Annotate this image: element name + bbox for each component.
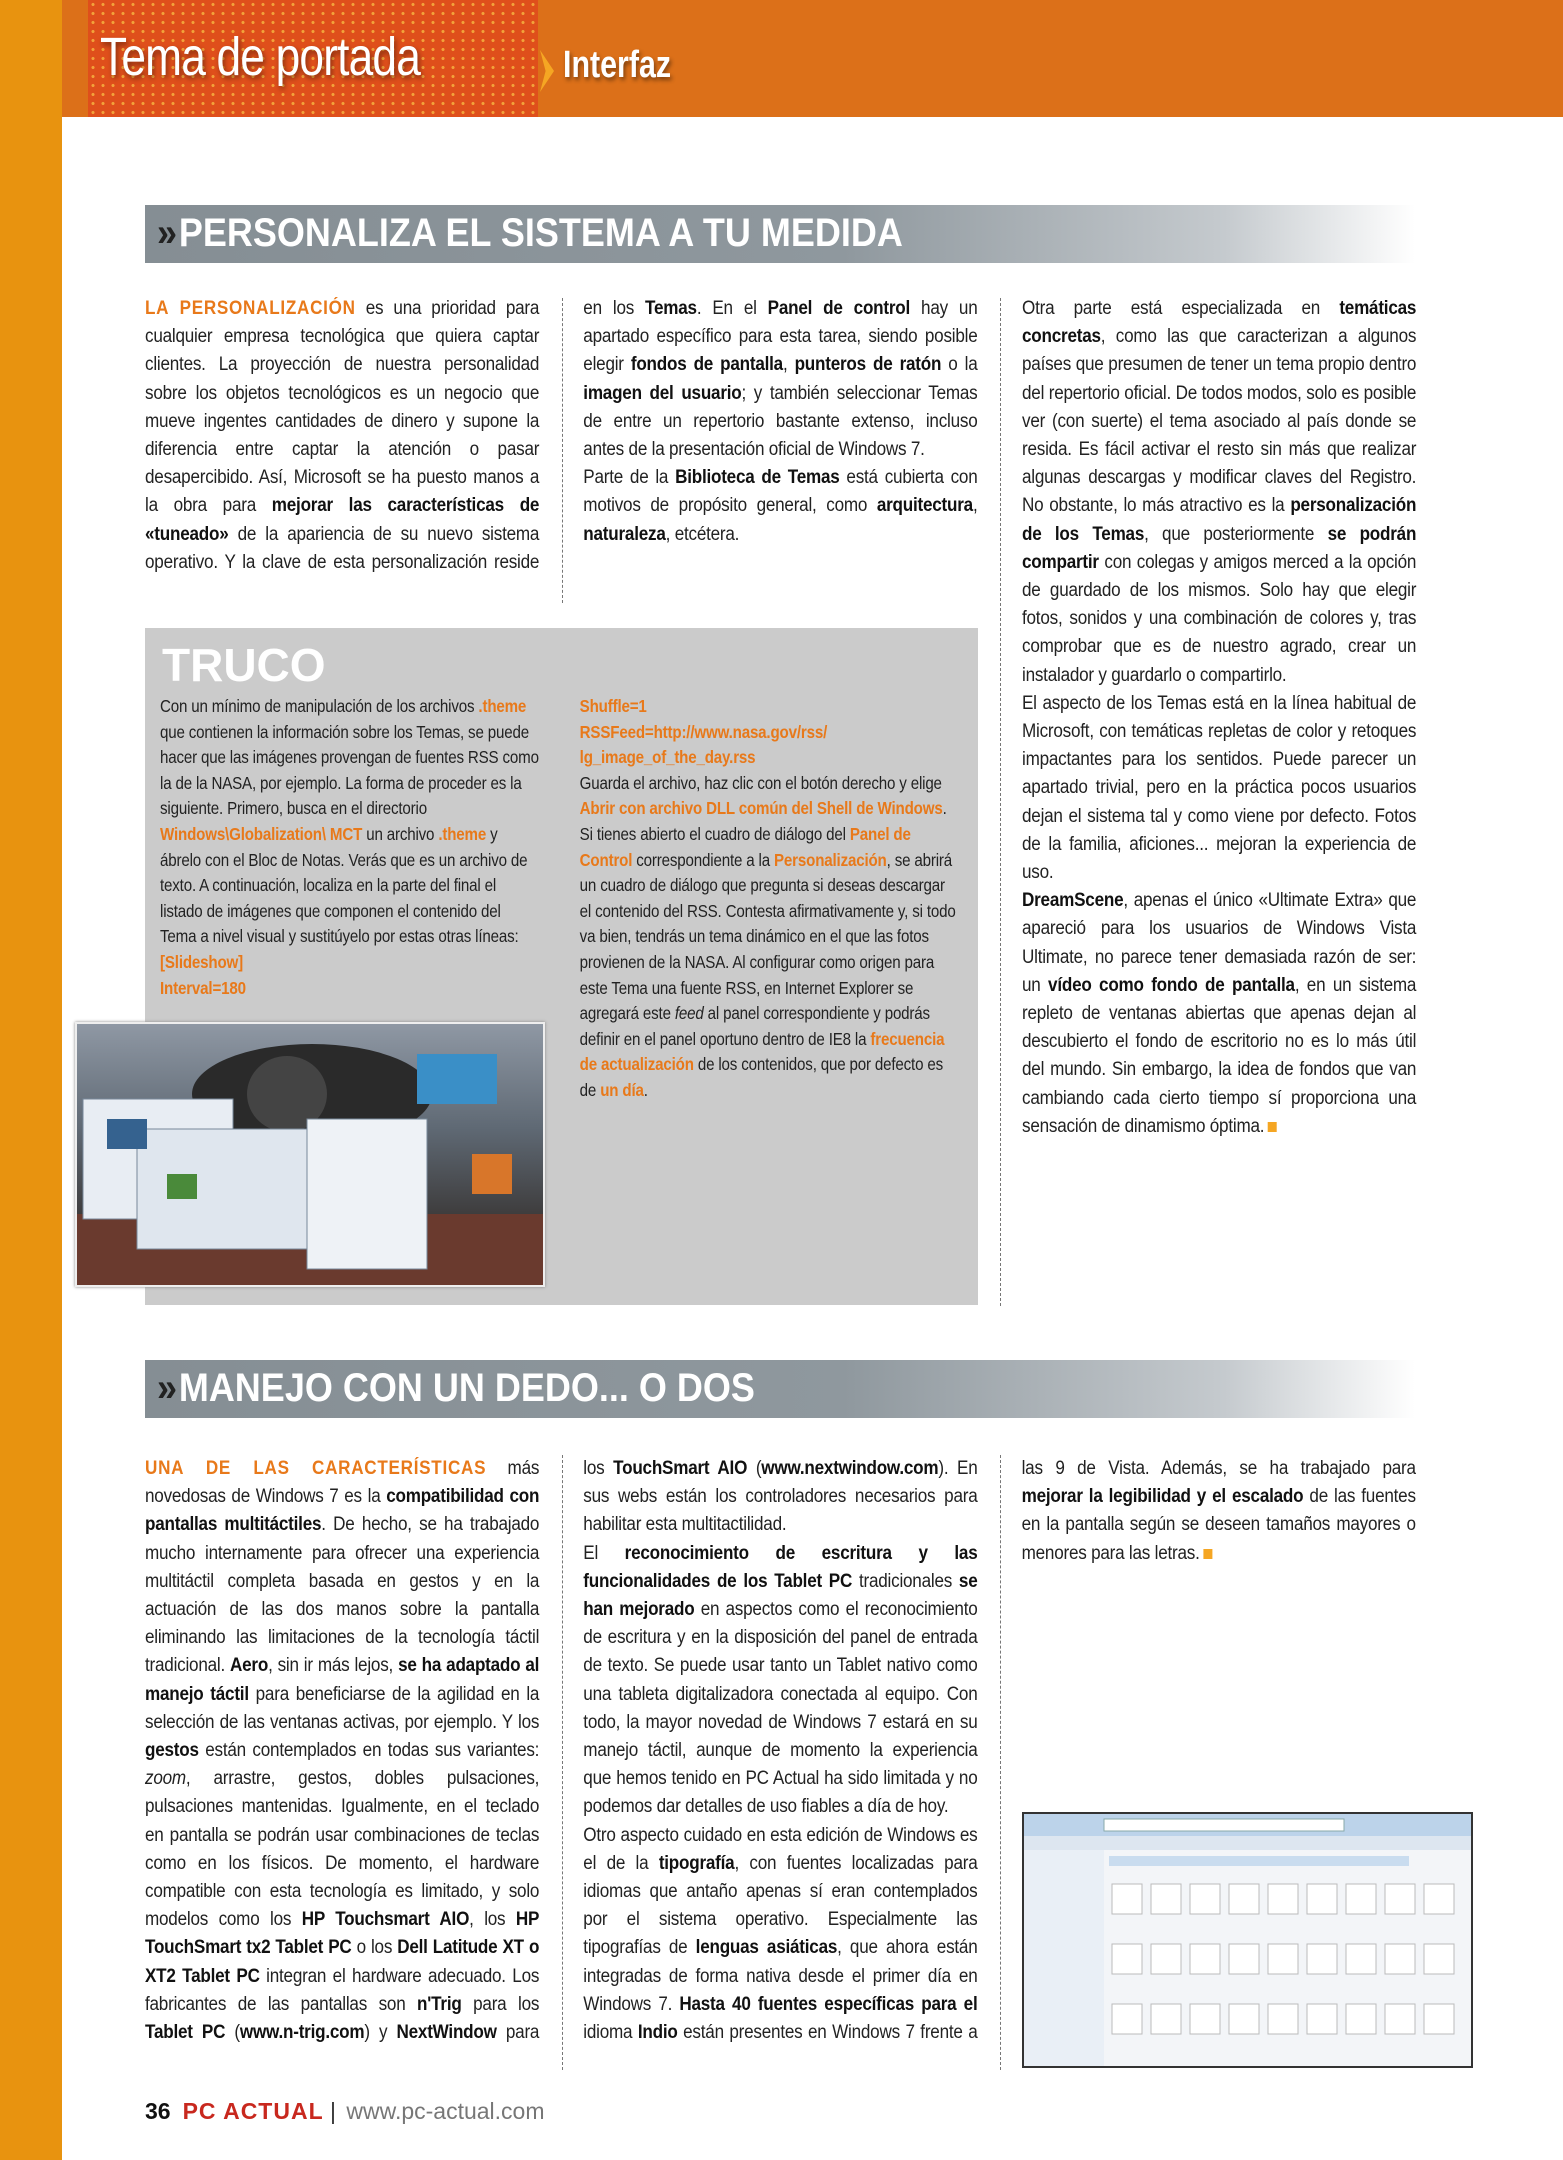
text-run: . De hecho, se ha trabajado mucho internamente para ofrecer una experiencia multitáctil completa basada en gestos y en la actuación de las dos manos sobre la pantalla eliminando las limitaciones de la tecnología táctil tradicional. <box>145 1514 540 1677</box>
font-tile <box>1190 1884 1220 1914</box>
text-run: lenguas asiáticas <box>695 1937 838 1959</box>
section-title: PERSONALIZA EL SISTEMA A TU MEDIDA <box>178 211 903 255</box>
text-run: compatibilidad con pantallas multitáctiles <box>145 1486 540 1536</box>
text-run: El aspecto de los Temas está en la línea habitual de Microsoft, con temáticas repletas de color y retoques impactantes para los sentidos. Puede parecer un apartado trivial, pero en la práctica pocos usuarios dejan el sistema tal y como viene por defecto. Fotos de la familia, aficiones... mejoran la experiencia de uso. <box>1022 692 1417 884</box>
text-run: es una prioridad para cualquier empresa tecnológica que quiera captar clientes. La proyección de nuestra personalidad sobre los objetos tecnológicos es un negocio que mueve ingentes cantidades de dinero y supone la diferencia entre captar la atención o pasar desapercibido. Así, Microsoft se ha puesto manos a la obra para <box>145 298 540 517</box>
font-tile <box>1190 2004 1220 2034</box>
text-run: para beneficiarse de la agilidad en la selección de las ventanas activas, por ejemplo. Y los <box>145 1683 540 1733</box>
font-tile <box>1424 1944 1454 1974</box>
text-run: vídeo como fondo de pantalla <box>1048 974 1295 996</box>
text-run: reconocimiento de escritura y las funcionalidades de los Tablet PC <box>583 1542 978 1592</box>
font-tile <box>1229 1884 1259 1914</box>
text-run: ) y <box>364 2022 397 2044</box>
text-run: . <box>643 1079 648 1100</box>
font-tile <box>1268 2004 1298 2034</box>
text-run: Aero <box>230 1655 269 1677</box>
text-run: Biblioteca de Temas <box>675 467 840 489</box>
font-tile <box>1346 1884 1376 1914</box>
font-tile <box>1346 2004 1376 2034</box>
text-run: Panel de control <box>767 298 911 319</box>
section-heading-personaliza <box>145 205 1415 263</box>
font-tile <box>1229 1944 1259 1974</box>
text-run: al panel correspondiente y podrás definir en el panel oportuno dentro de IE8 la <box>579 1003 930 1049</box>
font-tile <box>1151 1884 1181 1914</box>
text-run: idioma <box>583 2022 638 2044</box>
text-run: , con fuentes localizadas para idiomas que antaño apenas sí eran contemplados por el sistema operativo. Especialmente las tipografías de <box>583 1852 978 1959</box>
text-run: Dell Latitude XT o XT2 Tablet PC <box>145 1937 540 1987</box>
text-run: de la apariencia de su nuevo sistema operativo. Y la clave de esta personalización reside en los <box>145 298 646 573</box>
text-run: NextWindow <box>396 2022 497 2044</box>
text-run: y ábrelo con el Bloc de Notas. Verás que es un archivo de texto. A continuación, localiza en la parte del final el listado de imágenes que componen el contenido del Tema a nivel visual y sustitúyelo por estas otras líneas: <box>160 823 528 947</box>
paragraph <box>160 976 540 1002</box>
text-run: UNA DE LAS CARACTERÍSTICAS <box>145 1458 487 1479</box>
text-run: Windows\Globalization\ MCT <box>160 823 363 844</box>
text-run: para los <box>496 1458 614 2044</box>
section-title: MANEJO CON UN DEDO... O DOS <box>178 1366 755 1410</box>
text-run: de los contenidos, que por defecto es de <box>579 1054 944 1100</box>
text-run: www.nextwindow.com <box>761 1458 939 1479</box>
text-run: Otra parte está especializada en <box>1022 298 1340 319</box>
paragraph <box>580 771 960 1104</box>
column-divider <box>562 298 563 603</box>
column-divider <box>1000 1455 1001 2070</box>
text-run: está cubierta con motivos de propósito general, como <box>583 467 978 517</box>
desktop-theme-screenshot <box>75 1022 545 1287</box>
paragraph <box>580 694 960 720</box>
text-run: un archivo <box>362 823 439 844</box>
text-run: , se abrirá un cuadro de diálogo que pregunta si deseas descargar el contenido del RSS. Contesta afirmativamente y, si todo va bien, tendrás un tema dinámico en el que las fotos provienen de la NASA. Al configurar como origen para este Tema una fuente RSS, en Internet Explorer se agregará este <box>579 849 956 1024</box>
font-tile <box>1190 1944 1220 1974</box>
end-mark-icon <box>1268 1122 1277 1132</box>
font-tile <box>1385 1884 1415 1914</box>
text-run: mejorar las características de «tuneado» <box>145 495 540 545</box>
fonts-panel-screenshot <box>1022 1812 1473 2068</box>
font-tile <box>1112 1944 1142 1974</box>
text-run: mejorar la legibilidad y el escalado <box>1021 1486 1304 1508</box>
text-run: para los <box>461 1993 540 2015</box>
paragraph <box>1022 690 1416 887</box>
page-footer <box>145 2098 545 2125</box>
section1-column-3 <box>1022 295 1416 1141</box>
text-run: Con un mínimo de manipulación de los archivos <box>160 696 479 716</box>
font-tile <box>1112 2004 1142 2034</box>
text-run: HP TouchSmart tx2 Tablet PC <box>145 1909 540 1959</box>
paragraph <box>160 950 540 976</box>
text-run: ; y también seleccionar Temas de entre un repertorio bastante extenso, incluso antes de la presentación oficial de Windows 7. <box>583 382 978 461</box>
text-run: , en un sistema repleto de ventanas abiertas que apenas dejan al descubierto el fondo de escritorio no es lo más útil del mundo. Sin embargo, la idea de fondos que van cambiando cada cierto tiempo sí proporciona una sensación de dinamismo óptima. <box>1022 974 1417 1137</box>
text-run: hay un apartado específico para esta tarea, siendo posible elegir <box>583 298 978 376</box>
header-section: Interfaz <box>563 44 672 86</box>
font-tile <box>1385 2004 1415 2034</box>
text-run: están contemplados en todas sus variantes: <box>198 1740 540 1762</box>
text-run: están presentes en Windows 7 frente a las 9 de Vista. Además, se ha trabajado para <box>677 1458 1416 2044</box>
text-run: o la <box>941 354 978 376</box>
text-run: n'Trig <box>417 1993 462 2015</box>
font-tile <box>1307 2004 1337 2034</box>
text-run: arquitectura <box>876 495 973 517</box>
text-run: integran el hardware adecuado. Los fabricantes de las pantallas son <box>145 1965 540 2015</box>
font-tile <box>1307 1884 1337 1914</box>
text-run: .theme <box>438 823 487 844</box>
text-run: , como las que caracterizan a algunos países que presumen de tener un tema propio dentro del repertorio oficial. De todos modos, solo es posible ver (con suerte) el tema asociado al país donde se resida. Es fácil activar el resto sin más que realizar algunas descargas y modificar claves del Registro. No obstante, lo más atractivo es la <box>1022 326 1417 517</box>
text-run: , arrastre, gestos, dobles pulsaciones, pulsaciones mantenidas. Igualmente, en el teclado en pantalla se podrán usar combinaciones de teclas como en los físicos. De momento, el hardware compatible con esta tecnología es limitado, y solo modelos como los <box>145 1768 540 1931</box>
website-link[interactable]: www.pc-actual.com <box>346 2098 545 2124</box>
text-run: de las fuentes en la pantalla según se deseen tamaños mayores o menores para las letras. <box>1021 1486 1416 1564</box>
text-run: tipografía <box>658 1852 735 1874</box>
text-run: , que posteriormente <box>1144 523 1328 545</box>
raquo-icon: » <box>157 1366 178 1410</box>
text-run: HP Touchsmart AIO <box>301 1909 470 1931</box>
font-tile <box>1346 1944 1376 1974</box>
text-run: personalización de los Temas <box>1022 495 1417 545</box>
text-run: , sin ir más lejos, <box>268 1655 399 1677</box>
text-run: con colegas y amigos merced a la opción de guardado de los mismos. Solo hay que elegir fotos, sonidos y una combinación de colores y, tras comprobar que es de nuestro agrado, crear un instalador y guardarlo o compartirlo. <box>1022 551 1417 686</box>
font-tile <box>1112 1884 1142 1914</box>
text-run: Interval=180 <box>160 977 246 998</box>
text-run: temáticas concretas <box>1022 298 1417 348</box>
text-run: feed <box>674 1003 704 1024</box>
text-run: Shuffle=1 <box>579 696 647 716</box>
text-run: un día <box>600 1079 644 1100</box>
text-run: Hasta 40 fuentes específicas para el <box>679 1993 978 2015</box>
text-run: se podrán compartir <box>1022 523 1417 573</box>
text-run: , <box>972 495 978 517</box>
text-run: www.n-trig.com <box>239 2022 365 2044</box>
font-tile <box>1151 2004 1181 2034</box>
text-run: en aspectos como el reconocimiento de escritura y en la disposición del panel de entrada de texto. Se puede usar tanto un Tablet nativo como una tableta digitalizadora conectada al equipo. Con todo, la mayor novedad de Windows 7 estará en su manejo táctil, aunque de momento la experiencia que hemos tenido en PC Actual ha sido limitada y no podemos dar detalles de uso fiables a día de hoy. <box>583 1599 978 1818</box>
font-tile <box>1151 1944 1181 1974</box>
footer-separator: | <box>330 2098 336 2124</box>
text-run: .theme <box>478 696 527 716</box>
magazine-name: PC ACTUAL <box>182 2098 324 2124</box>
column-divider <box>562 1455 563 2070</box>
text-run: TouchSmart AIO <box>613 1458 748 1479</box>
text-run: Temas <box>645 298 697 319</box>
text-run: frecuencia de actualización <box>579 1028 945 1075</box>
paragraph <box>580 720 960 771</box>
paragraph <box>583 464 977 549</box>
text-run: , que ahora están integradas de forma nativa desde el primer día en Windows 7. <box>583 1937 978 2015</box>
text-run: naturaleza <box>583 523 666 545</box>
font-tile <box>1268 1884 1298 1914</box>
text-run: , etcétera. <box>665 523 740 545</box>
font-tile <box>1268 1944 1298 1974</box>
paragraph <box>1022 887 1416 1141</box>
text-run: más novedosas de Windows 7 es la <box>145 1458 540 1508</box>
text-run: , los <box>469 1909 516 1931</box>
paragraph <box>160 694 540 950</box>
text-run: . Si tienes abierto el cuadro de diálogo del <box>579 798 947 844</box>
text-run: RSSFeed=http://www.nasa.gov/rss/ lg_image_of_the_day.rss <box>579 721 828 768</box>
page-edge-bar <box>0 0 62 2160</box>
text-run: punteros de ratón <box>794 354 942 376</box>
text-run: Tablet PC <box>145 2022 226 2044</box>
text-run: ( <box>747 1458 762 1479</box>
section-heading-manejo <box>145 1360 1415 1418</box>
font-tile <box>1385 1944 1415 1974</box>
text-run: Personalización <box>773 849 887 870</box>
text-run: Parte de la <box>583 467 676 489</box>
text-run: LA PERSONALIZACIÓN <box>145 298 356 319</box>
font-tile <box>1424 1884 1454 1914</box>
text-run: ( <box>225 2022 240 2044</box>
text-run: , apenas el único «Ultimate Extra» que apareció para los usuarios de Windows Vista Ultimate, no parece tener demasiada razón de ser: un <box>1022 890 1417 996</box>
text-run: o los <box>351 1937 398 1959</box>
text-run: Panel de Control <box>579 823 911 870</box>
text-run: ). En sus webs están los controladores necesarios para habilitar esta multitactilidad. <box>583 1458 978 1536</box>
font-tile <box>1424 2004 1454 2034</box>
paragraph <box>583 1540 977 1822</box>
text-run: Guarda el archivo, haz clic con el botón derecho y elige <box>579 772 942 793</box>
font-tile <box>1307 1944 1337 1974</box>
text-run: Otro aspecto cuidado en esta edición de Windows es el de la <box>583 1824 978 1874</box>
raquo-icon: » <box>157 211 178 255</box>
truco-title: TRUCO <box>162 639 326 691</box>
text-run: tradicionales <box>852 1570 959 1592</box>
text-run: DreamScene <box>1022 890 1124 912</box>
font-tile <box>1229 2004 1259 2034</box>
text-run: se han mejorado <box>583 1570 978 1621</box>
text-run: , <box>782 354 795 376</box>
text-run: El <box>583 1542 625 1564</box>
text-run: imagen del usuario <box>583 382 742 404</box>
text-run: gestos <box>145 1740 199 1762</box>
text-run: Abrir con archivo DLL común del Shell de Windows <box>579 798 943 819</box>
text-run: se ha adaptado al manejo táctil <box>145 1655 540 1705</box>
text-run: correspondiente a la <box>632 849 774 870</box>
text-run: que contienen la información sobre los Temas, se puede hacer que las imágenes provengan de fuentes RSS como la de la NASA, por ejemplo. La forma de proceder es la siguiente. Primero, busca en el directorio <box>160 721 539 819</box>
page-number: 36 <box>145 2098 171 2124</box>
text-run: [Slideshow] <box>160 951 244 972</box>
header-kicker: Tema de portada <box>100 27 421 87</box>
text-run: . En el <box>696 298 768 319</box>
text-run: Indio <box>637 2022 678 2044</box>
end-mark-icon <box>1203 1549 1212 1559</box>
paragraph <box>1022 295 1416 690</box>
text-run: fondos de pantalla <box>630 354 783 376</box>
text-run: zoom <box>145 1768 186 1790</box>
column-divider <box>1000 298 1001 1306</box>
